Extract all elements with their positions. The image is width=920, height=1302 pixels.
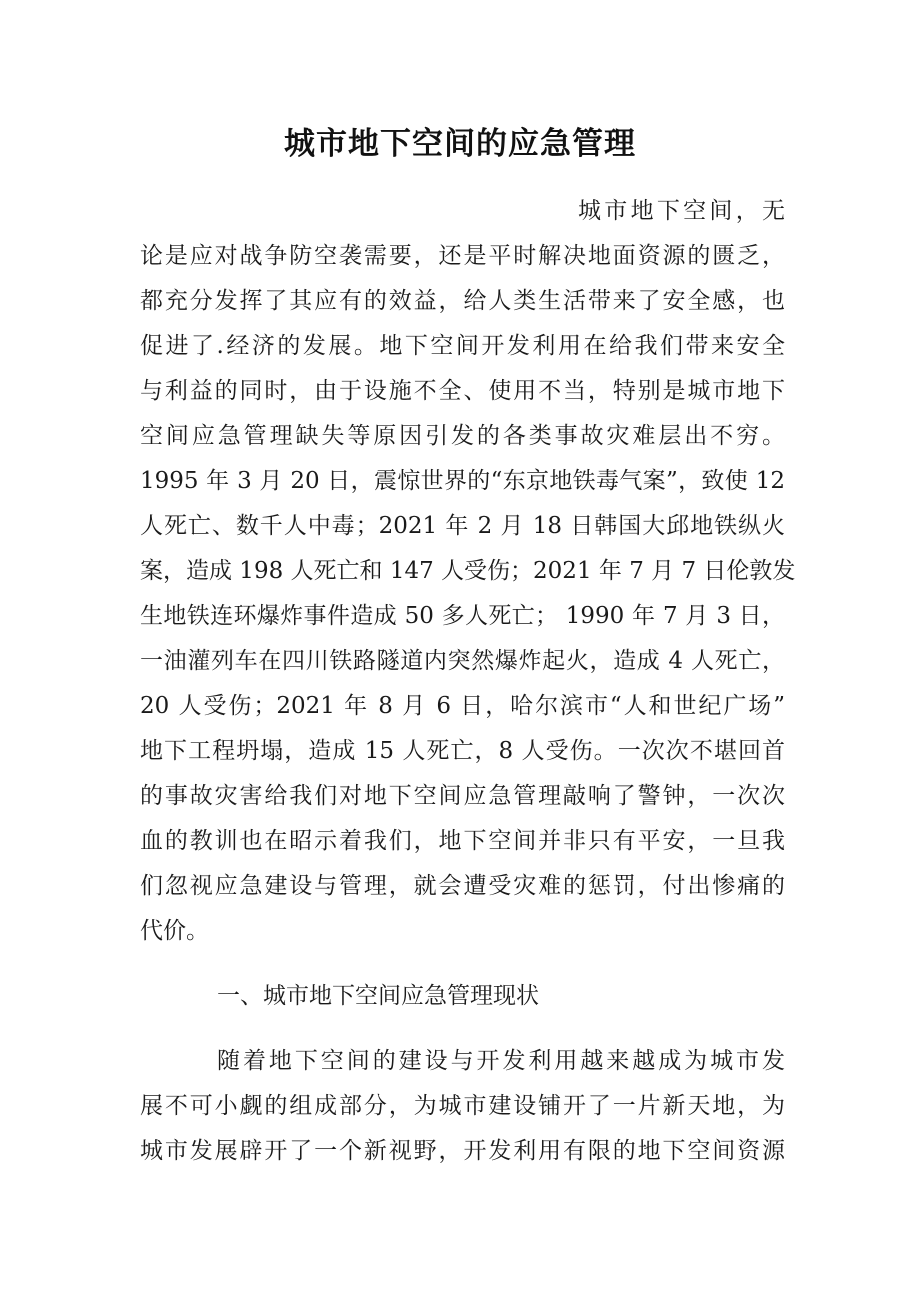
- paragraph-line: 1995 年 3 月 20 日，震惊世界的“东京地铁毒气案”，致使 12: [140, 468, 785, 494]
- paragraph-line: 与利益的同时，由于设施不全、使用不当，特别是城市地下: [140, 378, 785, 404]
- paragraph-line: 都充分发挥了其应有的效益，给人类生活带来了安全感，也: [140, 288, 785, 314]
- paragraph-line: 促进了.经济的发展。地下空间开发利用在给我们带来安全: [140, 333, 785, 359]
- paragraph-line: 城市发展辟开了一个新视野，开发利用有限的地下空间资源: [140, 1138, 785, 1164]
- paragraph-line: 的事故灾害给我们对地下空间应急管理敲响了警钟，一次次: [140, 783, 785, 809]
- paragraph-line: 人死亡、数千人中毒；2021 年 2 月 18 日韩国大邱地铁纵火: [140, 513, 785, 539]
- paragraph-line: 城市地下空间，无: [578, 198, 785, 224]
- paragraph-line: 代价。: [140, 918, 209, 944]
- paragraph-line: 一油灌列车在四川铁路隧道内突然爆炸起火，造成 4 人死亡，: [140, 648, 785, 674]
- paragraph-line: 们忽视应急建设与管理，就会遭受灾难的惩罚，付出惨痛的: [140, 873, 785, 899]
- paragraph-line: 生地铁连环爆炸事件造成 50 多人死亡； 1990 年 7 月 3 日，: [140, 603, 785, 629]
- paragraph-line: 地下工程坍塌，造成 15 人死亡，8 人受伤。一次次不堪回首: [140, 738, 785, 764]
- paragraph-line: 随着地下空间的建设与开发利用越来越成为城市发: [217, 1048, 785, 1074]
- paragraph-line: 空间应急管理缺失等原因引发的各类事故灾难层出不穷。: [140, 423, 785, 449]
- document-title: 城市地下空间的应急管理: [284, 126, 636, 162]
- paragraph-line: 20 人受伤；2021 年 8 月 6 日，哈尔滨市“人和世纪广场”: [140, 693, 785, 719]
- paragraph-line: 论是应对战争防空袭需要，还是平时解决地面资源的匮乏，: [140, 243, 785, 269]
- paragraph-line: 展不可小觑的组成部分，为城市建设铺开了一片新天地，为: [140, 1093, 785, 1119]
- section-heading: 一、城市地下空间应急管理现状: [217, 983, 539, 1009]
- paragraph-line: 案，造成 198 人死亡和 147 人受伤；2021 年 7 月 7 日伦敦发: [140, 558, 796, 584]
- paragraph-line: 血的教训也在昭示着我们，地下空间并非只有平安，一旦我: [140, 828, 785, 854]
